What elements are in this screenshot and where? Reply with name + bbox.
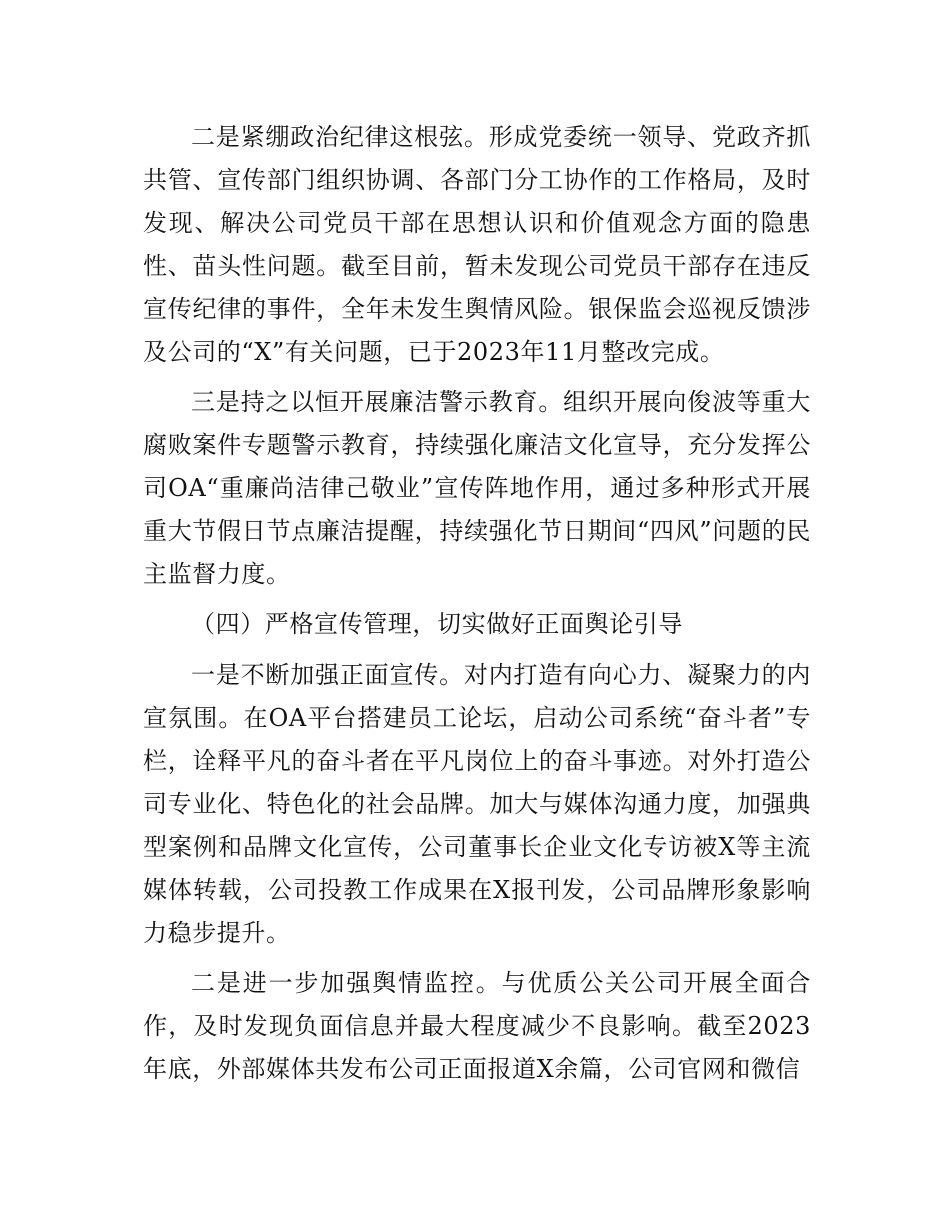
paragraph-integrity-education: 三是持之以恒开展廉洁警示教育。组织开展向俊波等重大腐败案件专题警示教育，持续强化廉洁文化宣导，充分发挥公司OA“重廉尚洁律己敬业”宣传阵地作用，通过多种形式开展重大节假日节点廉洁提醒，持续强化节日期间“四风”问题的民主监督力度。 xyxy=(143,388,811,588)
document-body xyxy=(143,116,811,1098)
paragraph-political-discipline: 二是紧绷政治纪律这根弦。形成党委统一领导、党政齐抓共管、宣传部门组织协调、各部门分工协作的工作格局，及时发现、解决公司党员干部在思想认识和价值观念方面的隐患性、苗头性问题。截至目前，暂未发现公司党员干部存在违反宣传纪律的事件，全年未发生舆情风险。银保监会巡视反馈涉及公司的“X”有关问题，已于2023年11月整改完成。 xyxy=(143,123,811,366)
paragraph-public-opinion-monitoring: 二是进一步加强舆情监控。与优质公关公司开展全面合作，及时发现负面信息并最大程度减少不良影响。截至2023年底，外部媒体共发布公司正面报道X余篇，公司官网和微信 xyxy=(143,969,811,1083)
paragraph-positive-publicity: 一是不断加强正面宣传。对内打造有向心力、凝聚力的内宣氛围。在OA平台搭建员工论坛，启动公司系统“奋斗者”专栏，诠释平凡的奋斗者在平凡岗位上的奋斗事迹。对外打造公司专业化、特色化的社会品牌。加大与媒体沟通力度，加强典型案例和品牌文化宣传，公司董事长企业文化专访被X等主流媒体转载，公司投教工作成果在X报刊发，公司品牌形象影响力稳步提升。 xyxy=(143,661,811,947)
section-heading-publicity-management: （四）严格宣传管理，切实做好正面舆论引导 xyxy=(191,610,683,638)
